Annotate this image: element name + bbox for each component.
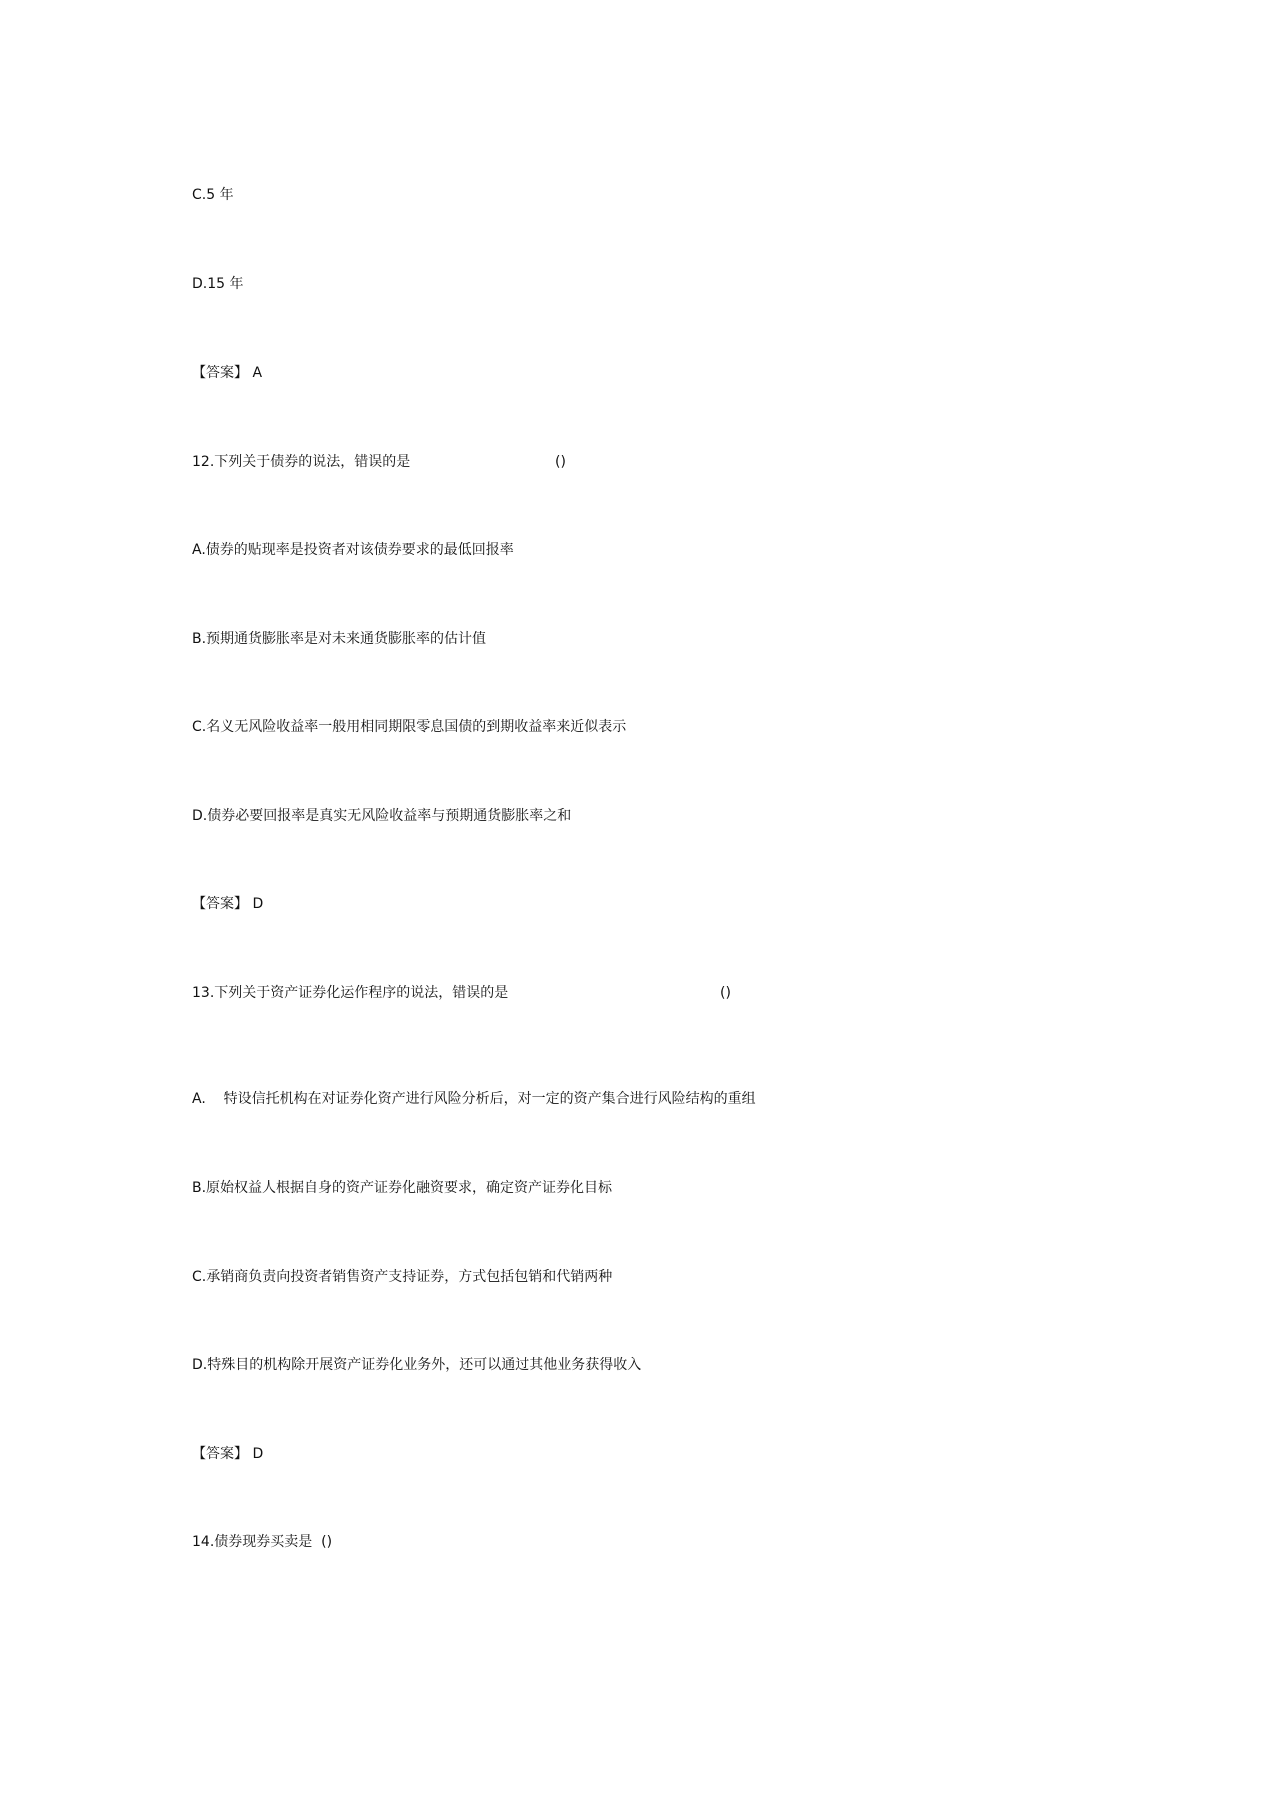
q13-option-b: B.原始权益人根据自身的资产证券化融资要求，确定资产证券化目标 [192, 1180, 613, 1196]
q11-option-d: D.15 年 [192, 276, 244, 292]
q13-option-c: C.承销商负责向投资者销售资产支持证券，方式包括包销和代销两种 [192, 1269, 613, 1285]
q13-option-d: D.特殊目的机构除开展资产证券化业务外，还可以通过其他业务获得收入 [192, 1357, 642, 1373]
q12-option-d: D.债券必要回报率是真实无风险收益率与预期通货膨胀率之和 [192, 808, 572, 824]
q13-answer: 【答案】 D [192, 1446, 264, 1462]
q12-option-c: C.名义无风险收益率一般用相同期限零息国债的到期收益率来近似表示 [192, 719, 627, 735]
q11-option-c: C.5 年 [192, 187, 234, 203]
q12-answer: 【答案】 D [192, 896, 264, 912]
q14-stem: 14.债券现券买卖是 () [192, 1534, 333, 1550]
q13-option-a: A. 特设信托机构在对证券化资产进行风险分析后，对一定的资产集合进行风险结构的重组 [192, 1091, 756, 1107]
q12-blank: () [555, 454, 566, 470]
q12-stem: 12.下列关于债券的说法，错误的是 [192, 454, 411, 470]
q12-option-b: B.预期通货膨胀率是对未来通货膨胀率的估计值 [192, 631, 487, 647]
q11-answer: 【答案】 A [192, 365, 263, 381]
q12-option-a: A.债券的贴现率是投资者对该债券要求的最低回报率 [192, 542, 514, 558]
q13-blank: () [720, 985, 731, 1001]
q13-stem: 13.下列关于资产证券化运作程序的说法，错误的是 [192, 985, 509, 1001]
